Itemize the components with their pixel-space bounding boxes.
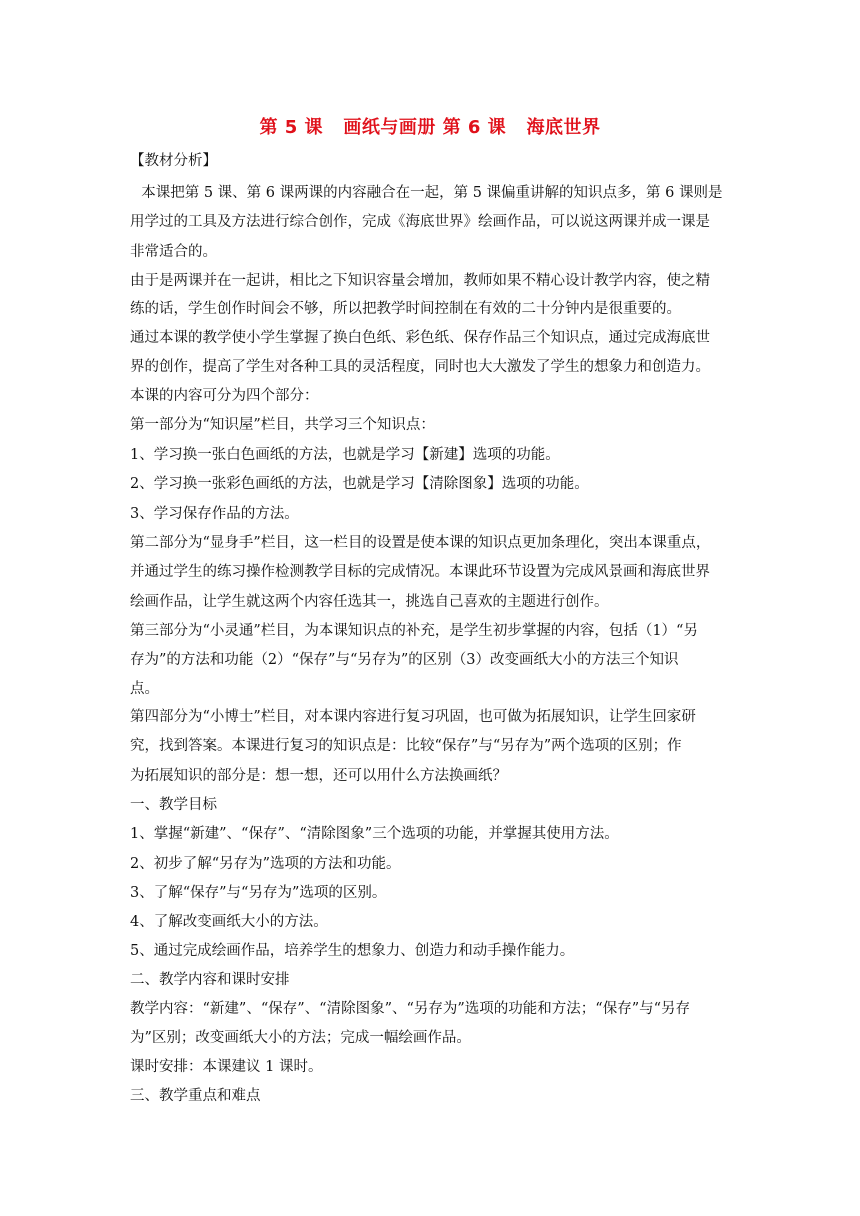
- text-line-content: 本课把第 5 课、第 6 课两课的内容融合在一起，第 5 课偏重讲解的知识点多，第 6 课则是: [132, 185, 723, 201]
- text-line-content: 非常适合的。: [130, 244, 217, 260]
- text-line-content: 教学内容：“新建”、“保存”、“清除图象”、“另存为”选项的功能和方法；“保存”与“另存: [130, 1001, 691, 1017]
- text-line-content: 课时安排：本课建议 1 课时。: [130, 1059, 323, 1075]
- text-line-content: 练的话，学生创作时间会不够，所以把教学时间控制在有效的二十分钟内是很重要的。: [130, 301, 681, 317]
- text-line-content: 5、通过完成绘画作品，培养学生的想象力、创造力和动手操作能力。: [130, 943, 575, 959]
- text-line-content: 2、初步了解“另存为”选项的方法和功能。: [130, 856, 401, 872]
- text-line-content: 4、了解改变画纸大小的方法。: [130, 914, 328, 930]
- text-line-content: 【教材分析】: [130, 153, 217, 169]
- text-line-content: 第二部分为“显身手”栏目，这一栏目的设置是使本课的知识点更加条理化，突出本课重点，: [130, 535, 711, 551]
- text-line-content: 绘画作品，让学生就这两个内容任选其一，挑选自己喜欢的主题进行创作。: [130, 594, 609, 610]
- text-line-content: 3、了解“保存”与“另存为”选项的区别。: [130, 885, 387, 901]
- text-line-content: 由于是两课并在一起讲，相比之下知识容量会增加，教师如果不精心设计教学内容，使之精: [130, 273, 710, 289]
- text-line-content: 通过本课的教学使小学生掌握了换白色纸、彩色纸、保存作品三个知识点，通过完成海底世: [130, 330, 710, 346]
- page-title: 第 5 课 画纸与画册 第 6 课 海底世界: [259, 117, 601, 138]
- text-line-content: 二、教学内容和课时安排: [130, 972, 290, 988]
- text-line-content: 用学过的工具及方法进行综合创作，完成《海底世界》绘画作品，可以说这两课并成一课是: [130, 214, 710, 230]
- text-line-content: 3、学习保存作品的方法。: [130, 506, 299, 522]
- text-line-content: 第三部分为“小灵通”栏目，为本课知识点的补充，是学生初步掌握的内容，包括（1）“另: [130, 623, 698, 639]
- text-line-content: 并通过学生的练习操作检测教学目标的完成情况。本课此环节设置为完成风景画和海底世界: [130, 564, 710, 580]
- text-line-content: 本课的内容可分为四个部分：: [130, 388, 319, 404]
- text-line-content: 三、教学重点和难点: [130, 1088, 261, 1104]
- text-line-content: 为拓展知识的部分是：想一想，还可以用什么方法换画纸？: [130, 768, 507, 784]
- text-line-content: 界的创作，提高了学生对各种工具的灵活程度，同时也大大激发了学生的想象力和创造力。: [130, 359, 710, 375]
- text-line-content: 点。: [130, 681, 159, 697]
- text-line-content: 1、掌握“新建”、“保存”、“清除图象”三个选项的功能，并掌握其使用方法。: [130, 826, 619, 842]
- text-line-content: 2、学习换一张彩色画纸的方法，也就是学习【清除图象】选项的功能。: [130, 476, 589, 492]
- text-line-content: 第四部分为“小博士”栏目，对本课内容进行复习巩固，也可做为拓展知识，让学生回家研: [130, 709, 696, 725]
- text-line-content: 究，找到答案。本课进行复习的知识点是：比较“保存”与“另存为”两个选项的区别；作: [130, 738, 682, 754]
- text-line-content: 存为”的方法和功能（2）“保存”与“另存为”的区别（3）改变画纸大小的方法三个知识: [130, 652, 679, 668]
- text-line-content: 一、教学目标: [130, 797, 217, 813]
- text-line-content: 1、学习换一张白色画纸的方法，也就是学习【新建】选项的功能。: [130, 447, 560, 463]
- text-line-content: 为”区别；改变画纸大小的方法；完成一幅绘画作品。: [130, 1030, 471, 1046]
- text-line-content: 第一部分为“知识屋”栏目，共学习三个知识点：: [130, 417, 435, 433]
